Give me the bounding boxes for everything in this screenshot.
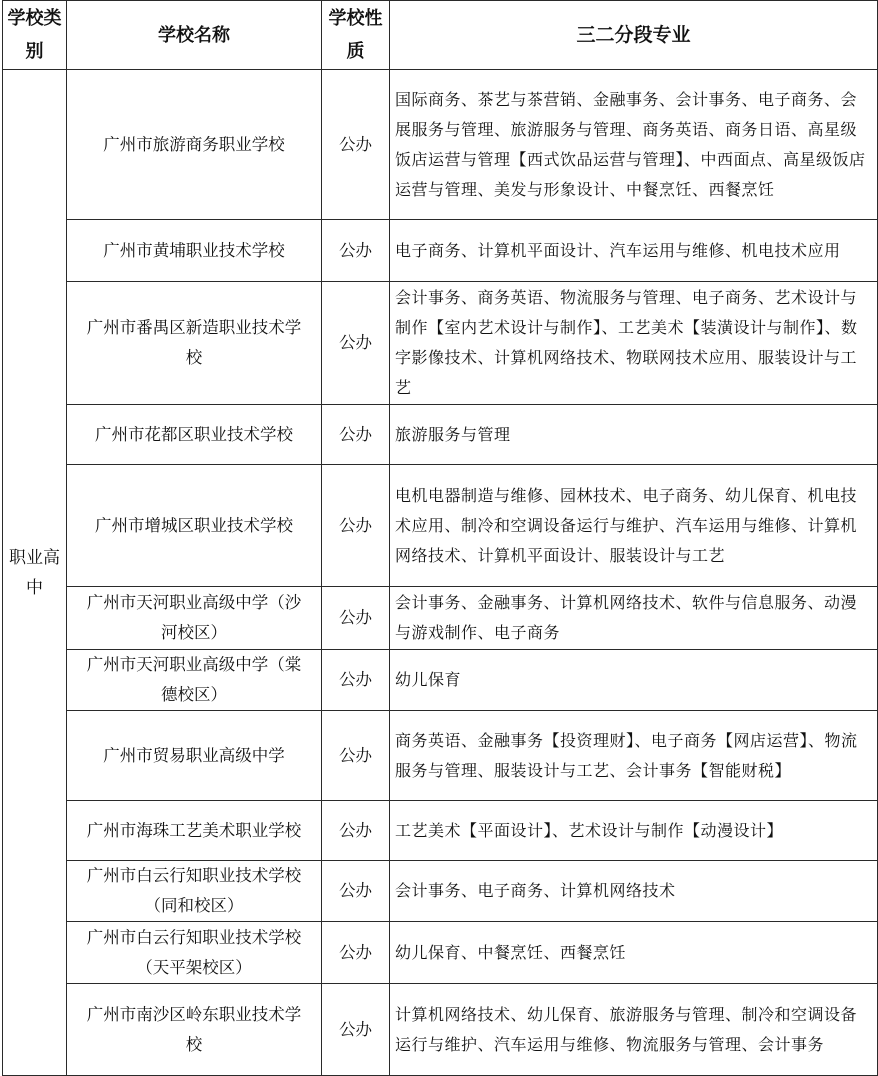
school-name-cell: 广州市天河职业高级中学（棠德校区） <box>67 650 322 711</box>
table-row <box>3 405 878 465</box>
table-header-row <box>3 1 878 70</box>
table-row <box>3 220 878 282</box>
school-nature-cell: 公办 <box>322 405 390 465</box>
school-nature-cell: 公办 <box>322 861 390 922</box>
school-name-cell: 广州市天河职业高级中学（沙河校区） <box>67 587 322 650</box>
header-school-type: 学校类别 <box>3 1 67 70</box>
table-row <box>3 861 878 922</box>
majors-cell: 幼儿保育、中餐烹饪、西餐烹饪 <box>390 922 878 984</box>
school-name-cell: 广州市花都区职业技术学校 <box>67 405 322 465</box>
school-nature-cell: 公办 <box>322 220 390 282</box>
school-nature-cell: 公办 <box>322 801 390 861</box>
table-row <box>3 650 878 711</box>
majors-cell: 计算机网络技术、幼儿保育、旅游服务与管理、制冷和空调设备运行与维护、汽车运用与维修、物流服务与管理、会计事务 <box>390 984 878 1076</box>
school-nature-cell: 公办 <box>322 70 390 220</box>
school-name-cell: 广州市贸易职业高级中学 <box>67 711 322 801</box>
school-name-cell: 广州市白云行知职业技术学校（同和校区） <box>67 861 322 922</box>
table-row <box>3 801 878 861</box>
school-nature-cell: 公办 <box>322 711 390 801</box>
majors-cell: 旅游服务与管理 <box>390 405 878 465</box>
school-name-cell: 广州市白云行知职业技术学校（天平架校区） <box>67 922 322 984</box>
table-row <box>3 587 878 650</box>
school-majors-table <box>2 0 878 1076</box>
table-row <box>3 465 878 587</box>
school-nature-cell: 公办 <box>322 587 390 650</box>
table-row <box>3 711 878 801</box>
school-nature-cell: 公办 <box>322 984 390 1076</box>
school-nature-cell: 公办 <box>322 465 390 587</box>
majors-cell: 会计事务、商务英语、物流服务与管理、电子商务、艺术设计与制作【室内艺术设计与制作】、工艺美术【装潢设计与制作】、数字影像技术、计算机网络技术、物联网技术应用、服装设计与工艺 <box>390 282 878 405</box>
school-name-cell: 广州市黄埔职业技术学校 <box>67 220 322 282</box>
school-category-cell: 职业高中 <box>3 70 67 1076</box>
school-nature-cell: 公办 <box>322 922 390 984</box>
majors-cell: 会计事务、电子商务、计算机网络技术 <box>390 861 878 922</box>
table-row <box>3 282 878 405</box>
majors-cell: 工艺美术【平面设计】、艺术设计与制作【动漫设计】 <box>390 801 878 861</box>
school-nature-cell: 公办 <box>322 650 390 711</box>
school-nature-cell: 公办 <box>322 282 390 405</box>
majors-cell: 幼儿保育 <box>390 650 878 711</box>
school-name-cell: 广州市番禺区新造职业技术学校 <box>67 282 322 405</box>
majors-cell: 电子商务、计算机平面设计、汽车运用与维修、机电技术应用 <box>390 220 878 282</box>
school-name-cell: 广州市南沙区岭东职业技术学校 <box>67 984 322 1076</box>
header-school-name: 学校名称 <box>67 1 322 70</box>
header-school-nature: 学校性质 <box>322 1 390 70</box>
majors-cell: 商务英语、金融事务【投资理财】、电子商务【网店运营】、物流服务与管理、服装设计与工艺、会计事务【智能财税】 <box>390 711 878 801</box>
table-row <box>3 984 878 1076</box>
majors-cell: 电机电器制造与维修、园林技术、电子商务、幼儿保育、机电技术应用、制冷和空调设备运行与维护、汽车运用与维修、计算机网络技术、计算机平面设计、服装设计与工艺 <box>390 465 878 587</box>
table-row <box>3 922 878 984</box>
school-name-cell: 广州市增城区职业技术学校 <box>67 465 322 587</box>
school-name-cell: 广州市海珠工艺美术职业学校 <box>67 801 322 861</box>
majors-cell: 国际商务、茶艺与茶营销、金融事务、会计事务、电子商务、会展服务与管理、旅游服务与管理、商务英语、商务日语、高星级饭店运营与管理【西式饮品运营与管理】、中西面点、高星级饭店运营与管理、美发与形象设计、中餐烹饪、西餐烹饪 <box>390 70 878 220</box>
school-name-cell: 广州市旅游商务职业学校 <box>67 70 322 220</box>
majors-cell: 会计事务、金融事务、计算机网络技术、软件与信息服务、动漫与游戏制作、电子商务 <box>390 587 878 650</box>
header-majors: 三二分段专业 <box>390 1 878 70</box>
table-row <box>3 70 878 220</box>
